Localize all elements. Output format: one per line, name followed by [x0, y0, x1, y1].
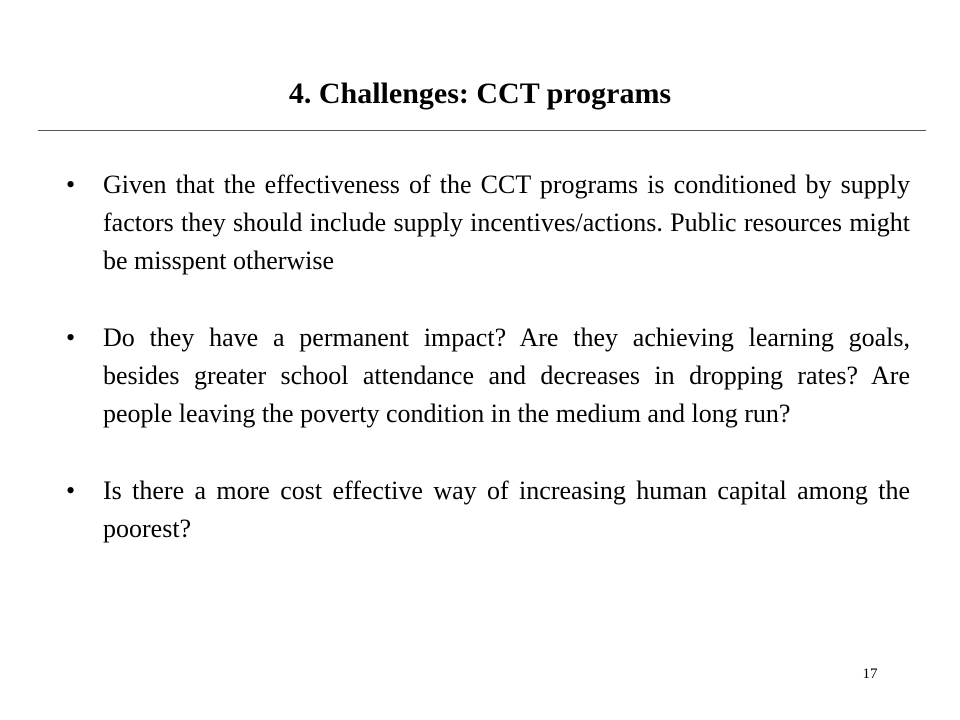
- page-number: 17: [862, 666, 878, 682]
- title-divider: [38, 130, 926, 131]
- bullet-text: Is there a more cost effective way of increasing human capital among the poorest?: [103, 476, 910, 543]
- bullet-text: Do they have a permanent impact? Are they achieving learning goals, besides greater school attendance and decreases in dropping rates? Are people leaving the poverty condition in the medium and long run?: [103, 323, 910, 428]
- bullet-item-supply-factors: [60, 166, 910, 280]
- bullet-list: [60, 166, 910, 548]
- bullet-icon: •: [66, 323, 76, 352]
- bullet-item-permanent-impact: [60, 319, 910, 433]
- bullet-icon: •: [66, 476, 76, 505]
- slide-title: 4. Challenges: CCT programs: [288, 77, 672, 110]
- bullet-icon: •: [66, 170, 76, 199]
- bullet-item-cost-effective: [60, 472, 910, 548]
- bullet-text: Given that the effectiveness of the CCT programs is conditioned by supply factors they should include supply incentives/actions. Public resources might be misspent otherwise: [103, 170, 910, 275]
